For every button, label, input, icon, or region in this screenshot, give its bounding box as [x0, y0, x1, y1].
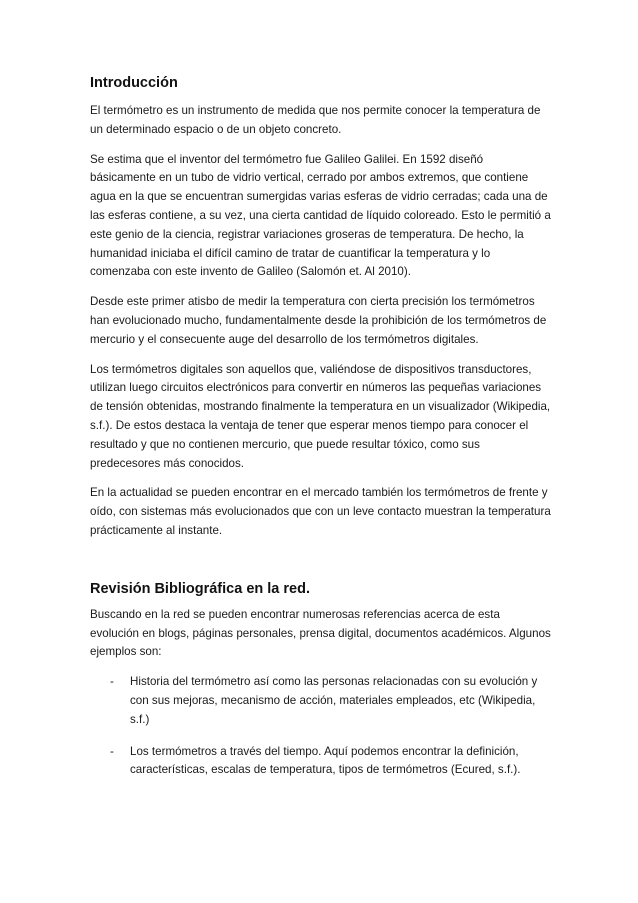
list-item — [90, 743, 552, 781]
intro-paragraph-1: El termómetro es un instrumento de medida que nos permite conocer la temperatura de un determinado espacio o de un objeto concreto. — [90, 104, 541, 136]
reference-list — [90, 673, 552, 780]
intro-paragraph-3: Desde este primer atisbo de medir la temperatura con cierta precisión los termómetros han evolucionado mucho, fundamentalmente desde la prohibición de los termómetros de mercurio y el consecuente auge del desarrollo de los termómetros digitales. — [90, 295, 547, 346]
intro-paragraph-2: Se estima que el inventor del termómetro fue Galileo Galilei. En 1592 diseñó básicamente en un tubo de vidrio vertical, cerrado por ambos extremos, que contiene agua en la que se encuentran sumergidas varias esferas de vidrio cerradas; cada una de las esferas contiene, a su vez, una cierta cantidad de líquido coloreado. Esto le permitió a este genio de la ciencia, registrar variaciones groseras de temperatura. De hecho, la humanidad iniciaba el difícil camino de tratar de cuantificar la temperatura y lo comenzaba con este invento de Galileo (Salomón et. Al 2010). — [90, 152, 551, 279]
intro-paragraph-4: Los termómetros digitales son aquellos que, valiéndose de dispositivos transductores, utilizan luego circuitos electrónicos para convertir en números las pequeñas variaciones de tensión obtenidas, mostrando finalmente la temperatura en un visualizador (Wikipedia, s.f.). De estos destaca la ventaja de tener que esperar menos tiempo para conocer el resultado y que no contienen mercurio, que puede resultar tóxico, como sus predecesores más conocidos. — [90, 362, 551, 470]
intro-paragraph-5: En la actualidad se pueden encontrar en el mercado también los termómetros de frente y oído, con sistemas más evolucionados que con un leve contacto muestran la temperatura prácticamente al instante. — [90, 486, 551, 537]
section-title-revision: Revisión Bibliográfica en la red. — [90, 580, 310, 597]
list-item-text: Los termómetros a través del tiempo. Aquí podemos encontrar la definición, características, escalas de temperatura, tipos de termómetros (Ecured, s.f.). — [130, 744, 521, 777]
bullet-dash: - — [110, 744, 114, 758]
list-item-text: Historia del termómetro así como las personas relacionadas con su evolución y con sus mejoras, mecanismo de acción, materiales empleados, etc (Wikipedia, s.f.) — [130, 675, 538, 726]
document-page — [90, 74, 552, 793]
bullet-dash: - — [110, 675, 114, 689]
list-item — [90, 673, 552, 729]
section-title-introduccion: Introducción — [90, 75, 178, 91]
revision-intro-paragraph: Buscando en la red se pueden encontrar numerosas referencias acerca de esta evolución en blogs, páginas personales, prensa digital, documentos académicos. Algunos ejemplos son: — [90, 607, 551, 659]
section-spacer — [90, 552, 552, 580]
